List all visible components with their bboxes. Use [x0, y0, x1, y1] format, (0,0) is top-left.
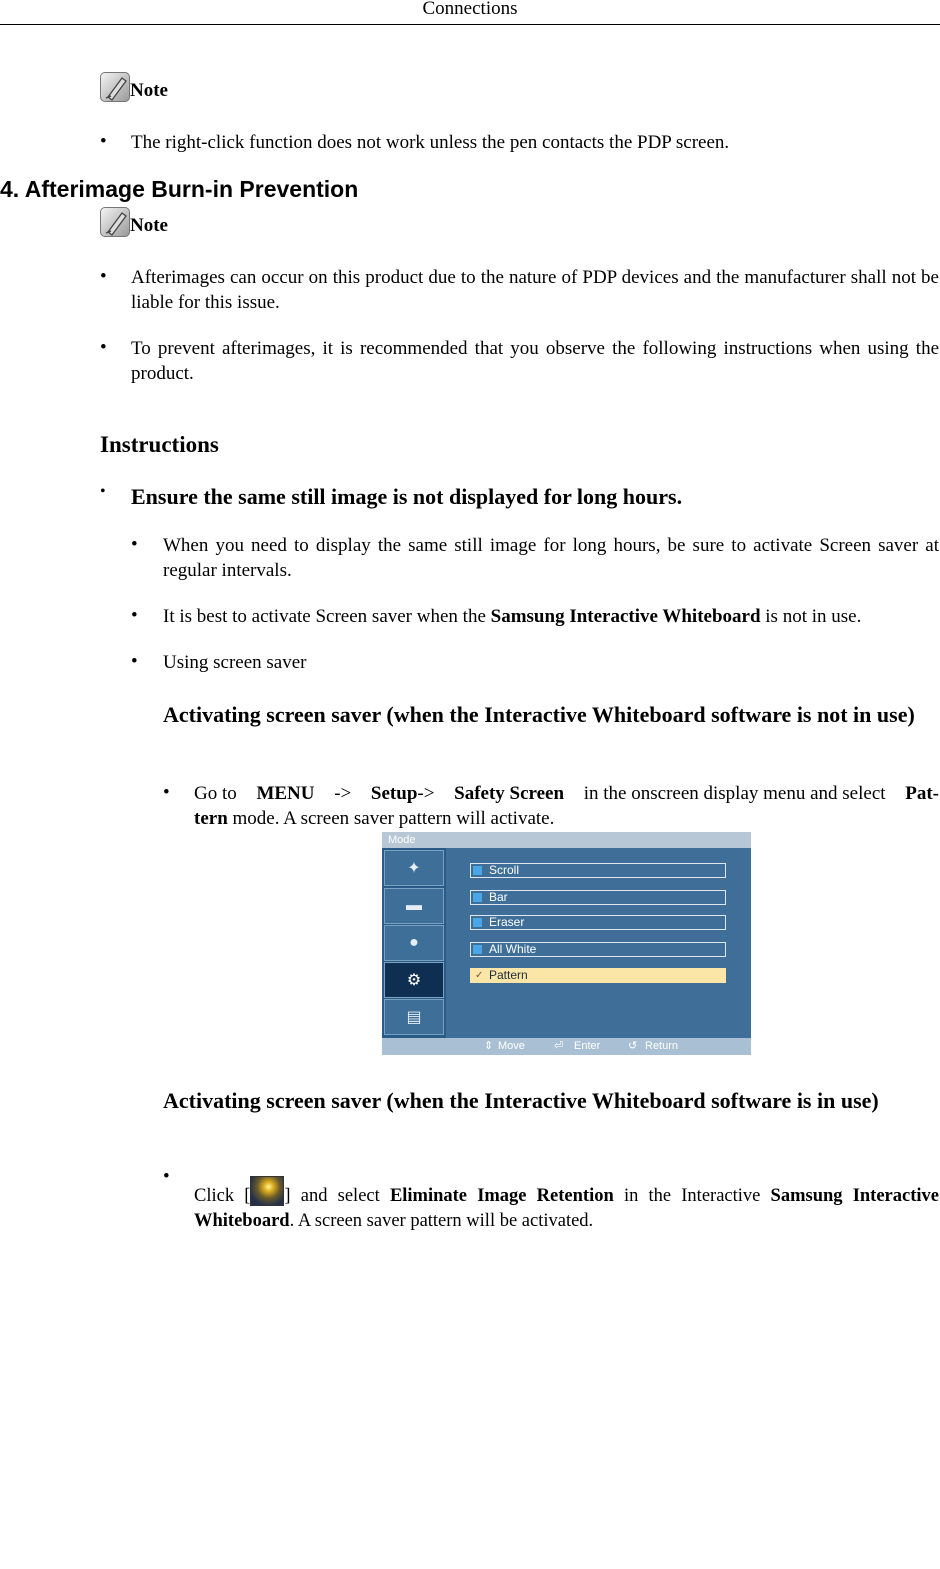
bullet-icon: • [163, 782, 170, 803]
osd-title: Mode [382, 832, 751, 848]
setup-group [371, 781, 435, 806]
product-name: Samsung Interactive Whiteboard [490, 606, 761, 627]
instruction-sub-item [163, 604, 939, 629]
note-label: Note [130, 80, 168, 101]
text-segment: ] and select [284, 1186, 390, 1206]
text-segment: mode. A screen saver pattern will activate. [232, 808, 555, 829]
osd-input-icon: ● [384, 925, 444, 961]
bullet-icon: • [100, 131, 107, 152]
osd-item-all-white [470, 942, 726, 957]
bullet-icon: • [100, 337, 107, 358]
section-title: 4. Afterimage Burn-in Prevention [0, 176, 359, 202]
osd-item-marker-icon [473, 918, 482, 927]
osd-item-label: Bar [489, 890, 508, 904]
osd-enter-label: Enter [574, 1040, 601, 1052]
note-label: Note [130, 215, 168, 236]
osd-mode-screenshot [382, 832, 751, 1055]
instructions-title: Instructions [100, 432, 219, 457]
header-title: Connections [422, 0, 518, 19]
text-segment: is not in use. [760, 606, 862, 627]
osd-item-marker-icon [473, 893, 482, 902]
osd-item-pattern [470, 968, 726, 983]
step-not-in-use [194, 781, 939, 831]
instruction-sub-item: Using screen saver [163, 652, 307, 673]
osd-item-marker-icon [473, 866, 482, 875]
osd-picture-icon: ✦ [384, 850, 444, 886]
osd-check-icon: ✓ [475, 970, 484, 981]
osd-enter-icon: ⏎ [554, 1040, 564, 1052]
eliminate-retention-app-icon [250, 1176, 284, 1206]
osd-item-label: All White [489, 942, 537, 956]
osd-item-label: Eraser [489, 915, 525, 929]
bullet-icon: • [100, 483, 106, 500]
osd-setup-gear-icon: ⚙ [384, 962, 444, 998]
note-heading [100, 207, 168, 237]
text-segment: -> [417, 783, 435, 804]
osd-item-eraser [470, 915, 726, 930]
page-header [0, 0, 940, 25]
note-heading [100, 72, 168, 102]
text-segment: It is best to activate Screen saver when the [163, 606, 491, 627]
note-item: The right-click function does not work unless the pen contacts the PDP screen. [131, 132, 730, 153]
menu-term: MENU [256, 783, 315, 804]
pattern-term-part: Pat- [905, 783, 939, 804]
osd-item-bar [470, 890, 726, 905]
note-item: Afterimages can occur on this product due to the nature of PDP devices and the manufacturer shall not be liable for this issue. [131, 267, 939, 313]
osd-item-label: Pattern [489, 968, 528, 982]
step-line-1 [194, 781, 939, 806]
osd-sidebar [382, 848, 446, 1038]
osd-footer [382, 1038, 751, 1055]
bullet-icon: • [163, 1166, 170, 1187]
text-segment: Click [ [194, 1186, 251, 1206]
step-in-use [194, 1176, 939, 1234]
menu-term: Eliminate Image Retention [389, 1186, 614, 1206]
osd-item-scroll [470, 863, 726, 878]
setup-term: Setup [370, 783, 418, 804]
note-pencil-icon [100, 207, 130, 237]
osd-move-icon: ⇕ [484, 1040, 494, 1052]
note-pencil-icon [100, 72, 130, 102]
instruction-sub-item: When you need to display the same still image for long hours, be sure to activate Screen saver at regular intervals. [163, 535, 939, 581]
osd-multi-icon: ▤ [384, 999, 444, 1035]
instruction-main-bullet: Ensure the same still image is not displayed for long hours. [131, 484, 683, 509]
heading-in-use: Activating screen saver (when the Interactive Whiteboard software is in use) [163, 1088, 879, 1113]
step-line-2 [194, 806, 939, 831]
text-segment: . A screen saver pattern will be activated. [289, 1211, 594, 1231]
bullet-icon: • [131, 651, 138, 672]
pattern-term-part: tern [194, 808, 228, 829]
osd-sound-icon: ▬ [384, 888, 444, 924]
text-segment: in the onscreen display menu and select [583, 783, 886, 804]
product-name: Samsung Interactive Whiteboard [194, 1186, 939, 1231]
osd-item-label: Scroll [489, 863, 520, 877]
text-segment: -> [334, 783, 352, 804]
bullet-icon: • [131, 534, 138, 555]
bullet-icon: • [131, 605, 138, 626]
text-segment: Go to [194, 783, 237, 804]
heading-not-in-use: Activating screen saver (when the Interactive Whiteboard software is not in use) [163, 702, 915, 727]
osd-return-label: Return [645, 1040, 679, 1052]
osd-return-icon: ↺ [628, 1040, 638, 1052]
note-item: To prevent afterimages, it is recommended that you observe the following instructions when using the product. [131, 338, 939, 384]
bullet-icon: • [100, 266, 107, 287]
osd-move-label: Move [498, 1040, 525, 1052]
osd-item-marker-icon [473, 945, 482, 954]
safety-screen-term: Safety Screen [454, 783, 565, 804]
text-segment: in the Interactive [613, 1186, 771, 1206]
